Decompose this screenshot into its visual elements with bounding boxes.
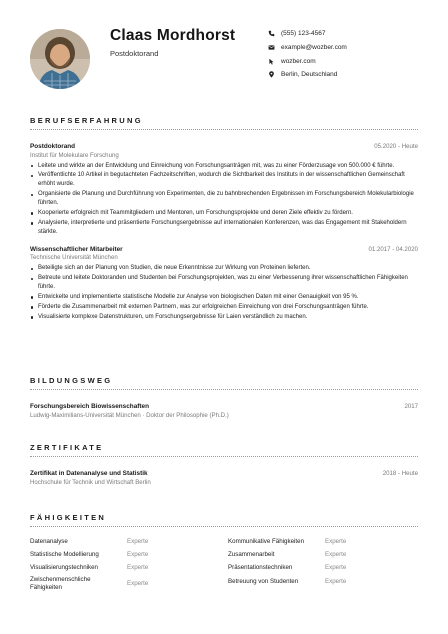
contact-list [268,27,347,82]
skill-level: Experte [127,551,149,559]
contact-location [268,68,347,82]
skill-level: Experte [127,564,149,572]
section-heading: FÄHIGKEITEN [30,513,418,527]
skill-item [30,564,220,572]
section-heading: BERUFSERFAHRUNG [30,116,418,130]
job-date: 01.2017 - 04.2020 [368,245,418,253]
envelope-icon [268,44,275,51]
list-item: Analysierte, interpretierte und präsentierte Forschungsergebnisse auf internationalen Konferenzen, was das Engagement mit Stakeholdern stärkte. [30,219,418,237]
list-item: Betreute und leitete Doktoranden und Studenten bei Forschungsprojekten, was zu einer Verbesserung ihrer wissenschaftlichen Fähigkeiten führte. [30,274,418,292]
skill-level: Experte [325,551,347,559]
certificate-date: 2018 - Heute [382,470,418,477]
skill-name: Betreuung von Studenten [228,578,299,585]
employer: Institut für Molekulare Forschung [30,151,119,159]
list-item: Veröffentlichte 10 Artikel in begutachteten Fachzeitschriften, wodurch die Sichtbarkeit des Instituts in der wissenschaftlichen Gemeinschaft erhöht wurde. [30,171,418,189]
job-title: Postdoktorand [30,143,76,150]
job-title: Wissenschaftlicher Mitarbeiter [30,245,123,253]
skill-name: Visualisierungstechniken [30,564,98,571]
skills-section [30,513,418,602]
job-date: 05.2020 - Heute [374,143,418,150]
skill-item [30,538,220,546]
list-item: Organisierte die Planung und Durchführung von Experimenten, die zu bahnbrechenden Ergebnissen im Forschungsbereich Molekularbiologie führten. [30,190,418,208]
contact-phone [268,27,347,41]
section-heading: ZERTIFIKATE [30,443,418,457]
skill-name: Datenanalyse [30,538,68,545]
contact-website [268,54,347,68]
education-date: 2017 [404,403,418,410]
candidate-name: Claas Mordhorst [110,27,236,44]
education-section [30,376,418,419]
certificate-title: Zertifikat in Datenanalyse und Statistik [30,470,148,477]
skill-level: Experte [325,578,347,586]
skill-item [228,551,418,559]
list-item: Kooperierte erfolgreich mit Teammitgliedern und Mentoren, um Forschungsprojekte und deren Ziele effektiv zu fördern. [30,209,418,218]
list-item: Entwickelte und implementierte statistische Modelle zur Analyse von biologischen Daten mit einer Genauigkeit von 95 %. [30,293,418,302]
list-item: Förderte die Zusammenarbeit mit externen Partnern, was zur erfolgreichen Einreichung von drei Forschungsanträgen führte. [30,303,418,312]
contact-email-text[interactable]: example@wozber.com [281,44,347,52]
list-item: Visualisierte komplexe Datenstrukturen, um Forschungsergebnisse für Laien verständlich zu machen. [30,313,418,322]
certificate-issuer: Hochschule für Technik und Wirtschaft Berlin [30,478,151,486]
skill-name: Zwischenmenschliche Fähigkeiten [30,576,91,591]
contact-phone-text: (555) 123-4567 [281,30,326,38]
skill-item [228,564,418,572]
link-icon [268,58,275,65]
location-pin-icon [268,71,275,78]
skill-item [228,538,418,546]
skill-level: Experte [325,538,347,546]
experience-entry [30,143,418,237]
section-heading: BILDUNGSWEG [30,376,418,390]
skill-level: Experte [127,538,149,546]
contact-location-text: Berlin, Deutschland [281,71,338,79]
contact-website-text[interactable]: wozber.com [281,57,316,65]
employer: Technische Universität München [30,254,118,262]
list-item: Leitete und wirkte an der Entwicklung und Einreichung von Forschungsanträgen mit, was zu einer Förderzusage von 500.000 € führte. [30,162,418,171]
skill-name: Zusammenarbeit [228,551,275,558]
skill-item [30,576,220,591]
degree-field: Forschungsbereich Biowissenschaften [30,403,149,410]
achievement-list [30,264,418,321]
achievement-list [30,162,418,237]
certificate-entry [30,470,418,486]
institution: Ludwig-Maximilians-Universität München · Doktor der Philosophie (Ph.D.) [30,411,229,419]
skill-name: Kommunikative Fähigkeiten [228,538,305,545]
skill-name: Präsentationstechniken [228,564,293,571]
skill-level: Experte [325,564,347,572]
skill-item [30,551,220,559]
skill-item [228,578,418,586]
education-entry [30,403,418,419]
candidate-title: Postdoktorand [110,49,159,58]
contact-email [268,41,347,55]
skill-name: Statistische Modellierung [30,551,99,558]
skills-grid [30,538,418,602]
phone-icon [268,30,275,37]
experience-section [30,116,418,323]
avatar [30,29,90,89]
profile-photo [30,29,90,89]
list-item: Beteiligte sich an der Planung von Studien, die neue Erkenntnisse zur Wirkung von Proteinen lieferten. [30,264,418,273]
skill-level: Experte [127,580,149,587]
experience-entry [30,246,418,322]
certificates-section [30,443,418,486]
